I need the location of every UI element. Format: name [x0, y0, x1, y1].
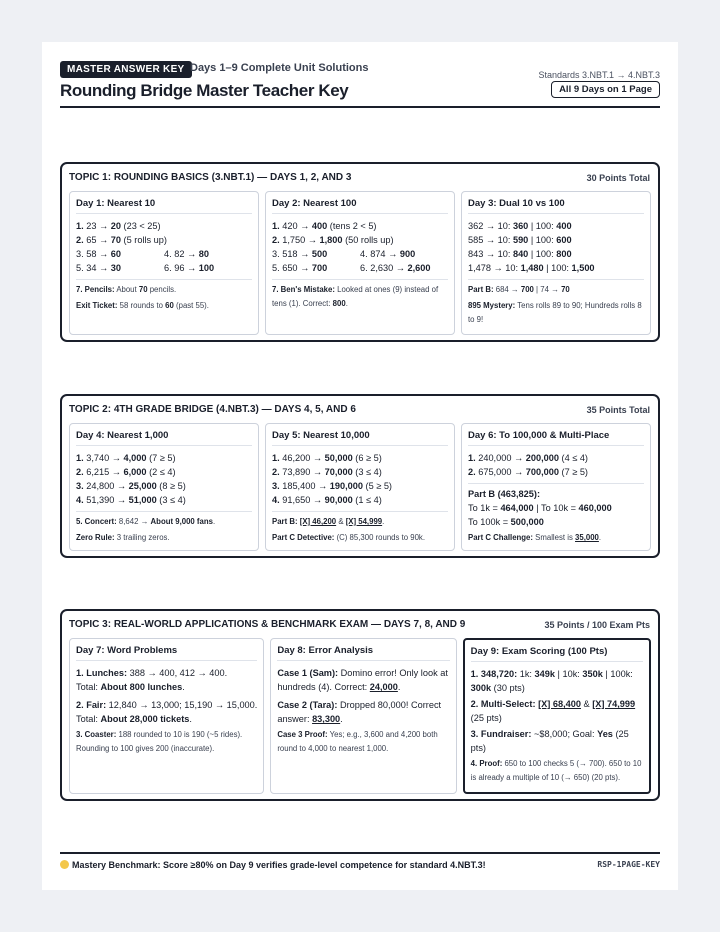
answer-line: To 100k = 500,000: [468, 517, 544, 527]
note-line: 7. Pencils: About 70 pencils.: [76, 279, 252, 297]
mastery-note: Mastery Benchmark: Score ≥80% on Day 9 verifies grade-level competence for standard 4.NBT.3!: [72, 860, 486, 870]
topic-1-section: [60, 162, 660, 342]
answer-line: 2. 73,890 → 70,000 (3 ≤ 4): [272, 467, 382, 477]
day-2-title: Day 2: Nearest 100: [272, 198, 448, 214]
answer-line: 5. 34 → 30 6. 96 → 100: [76, 263, 215, 273]
day-4-card: [69, 423, 259, 551]
answer-line: 1. 46,200 → 50,000 (6 ≥ 5): [272, 453, 382, 463]
answer-line: 3. 185,400 → 190,000 (5 ≥ 5): [272, 481, 392, 491]
topic-2-heading: TOPIC 2: 4TH GRADE BRIDGE (4.NBT.3) — DAYS 4, 5, AND 6: [69, 404, 356, 415]
answer-line: Total: About 28,000 tickets.: [76, 714, 192, 724]
answer-key-page: [42, 42, 678, 890]
page-header: [60, 60, 660, 108]
case-line: Case 1 (Sam): Domino error! Only look at hundreds (4). Correct: 24,000.: [277, 668, 448, 692]
answer-line: 585 → 10: 590 | 100: 600: [468, 235, 572, 245]
exam-line: 1. 348,720: 1k: 349k | 10k: 350k | 100k: 300k (30 pts): [470, 669, 633, 693]
answer-line: 3. 518 → 500 4. 874 → 900: [272, 249, 416, 259]
note-line: Part B: [X] 46,200 & [X] 54,999.: [272, 511, 448, 529]
note-line: 3. Coaster: 188 rounded to 10 is 190 (~5 rides). Rounding to 100 gives 200 (inaccurate).: [76, 730, 243, 753]
standards-label: Standards 3.NBT.1 → 4.NBT.3: [538, 70, 660, 80]
answer-line: 1. 3,740 → 4,000 (7 ≥ 5): [76, 453, 176, 463]
answer-line: 2. 1,750 → 1,800 (50 rolls up): [272, 235, 394, 245]
answer-line: 2. 6,215 → 6,000 (2 ≤ 4): [76, 467, 176, 477]
note-line: Part C Challenge: Smallest is 35,000.: [468, 533, 602, 542]
answer-line: Total: About 800 lunches.: [76, 682, 185, 692]
day-5-title: Day 5: Nearest 10,000: [272, 430, 448, 446]
note-line: 895 Mystery: Tens rolls 89 to 90; Hundreds rolls 8 to 9!: [468, 301, 642, 324]
topic-3-heading: TOPIC 3: REAL-WORLD APPLICATIONS & BENCHMARK EXAM — DAYS 7, 8, AND 9: [69, 619, 466, 630]
topic-3-section: [60, 609, 660, 801]
answer-line: To 1k = 464,000 | To 10k = 460,000: [468, 503, 612, 513]
exam-line: 3. Fundraiser: ~$8,000; Goal: Yes (25 pts): [470, 729, 629, 753]
note-line: Exit Ticket: 58 rounds to 60 (past 55).: [76, 301, 209, 310]
day-7-card: [69, 638, 264, 794]
note-line: Zero Rule: 3 trailing zeros.: [76, 533, 170, 542]
topic-1-heading: TOPIC 1: ROUNDING BASICS (3.NBT.1) — DAYS 1, 2, AND 3: [69, 172, 352, 183]
note-line: 7. Ben's Mistake: Looked at ones (9) instead of tens (1). Correct: 800.: [272, 279, 448, 311]
part-b-heading: Part B (463,825):: [468, 483, 644, 501]
answer-line: 2. Fair: 12,840 → 13,000; 15,190 → 15,000.: [76, 700, 258, 710]
day-5-card: [265, 423, 455, 551]
day-3-card: [461, 191, 651, 335]
master-key-badge: MASTER ANSWER KEY: [60, 61, 192, 78]
page-footer: [60, 852, 660, 870]
note-line: Part C Detective: (C) 85,300 rounds to 90k.: [272, 533, 425, 542]
document-code: RSP-1PAGE-KEY: [597, 860, 660, 869]
day-6-card: [461, 423, 651, 551]
answer-line: 3. 58 → 60 4. 82 → 80: [76, 249, 209, 259]
answer-line: 1. 240,000 → 200,000 (4 ≤ 4): [468, 453, 588, 463]
topic-3-points: 35 Points / 100 Exam Pts: [544, 620, 650, 630]
answer-line: 843 → 10: 840 | 100: 800: [468, 249, 572, 259]
topic-2-points: 35 Points Total: [586, 405, 650, 415]
answer-line: 1. Lunches: 388 → 400, 412 → 400.: [76, 668, 228, 678]
answer-line: 2. 675,000 → 700,000 (7 ≥ 5): [468, 467, 588, 477]
case-line: Case 2 (Tara): Dropped 80,000! Correct answer: 83,300.: [277, 700, 442, 724]
day-3-title: Day 3: Dual 10 vs 100: [468, 198, 644, 214]
day-6-title: Day 6: To 100,000 & Multi-Place: [468, 430, 644, 446]
answer-line: 4. 91,650 → 90,000 (1 ≤ 4): [272, 495, 382, 505]
answer-line: 1,478 → 10: 1,480 | 100: 1,500: [468, 263, 595, 273]
day-8-card: [270, 638, 456, 794]
note-line: Part B: 684 → 700 | 74 → 70: [468, 279, 644, 297]
lightbulb-icon: [60, 860, 69, 869]
day-4-title: Day 4: Nearest 1,000: [76, 430, 252, 446]
day-1-title: Day 1: Nearest 10: [76, 198, 252, 214]
day-9-title: Day 9: Exam Scoring (100 Pts): [471, 646, 643, 662]
answer-line: 2. 65 → 70 (5 rolls up): [76, 235, 167, 245]
answer-line: 1. 23 → 20 (23 < 25): [76, 221, 161, 231]
day-8-title: Day 8: Error Analysis: [277, 645, 449, 661]
note-line: 5. Concert: 8,642 → About 9,000 fans.: [76, 511, 252, 529]
answer-line: 1. 420 → 400 (tens 2 < 5): [272, 221, 377, 231]
note-line: Case 3 Proof: Yes; e.g., 3,600 and 4,200 both round to 4,000 to nearest 1,000.: [277, 730, 438, 753]
day-2-card: [265, 191, 455, 335]
answer-line: 5. 650 → 700 6. 2,630 → 2,600: [272, 263, 431, 273]
day-7-title: Day 7: Word Problems: [76, 645, 257, 661]
exam-line: 2. Multi-Select: [X] 68,400 & [X] 74,999 (25 pts): [470, 699, 636, 723]
day-1-card: [69, 191, 259, 335]
days-pill: All 9 Days on 1 Page: [551, 81, 660, 98]
note-line: 4. Proof: 650 to 100 checks 5 (→ 700). 650 to 10 is already a multiple of 10 (→ 650) (20 pts).: [470, 759, 642, 782]
day-9-card: [463, 638, 651, 794]
header-subtitle: Days 1–9 Complete Unit Solutions: [190, 62, 369, 74]
answer-line: 3. 24,800 → 25,000 (8 ≥ 5): [76, 481, 186, 491]
topic-2-section: [60, 394, 660, 558]
page-title: Rounding Bridge Master Teacher Key: [60, 81, 349, 100]
topic-1-points: 30 Points Total: [586, 173, 650, 183]
answer-line: 362 → 10: 360 | 100: 400: [468, 221, 572, 231]
answer-line: 4. 51,390 → 51,000 (3 ≤ 4): [76, 495, 186, 505]
